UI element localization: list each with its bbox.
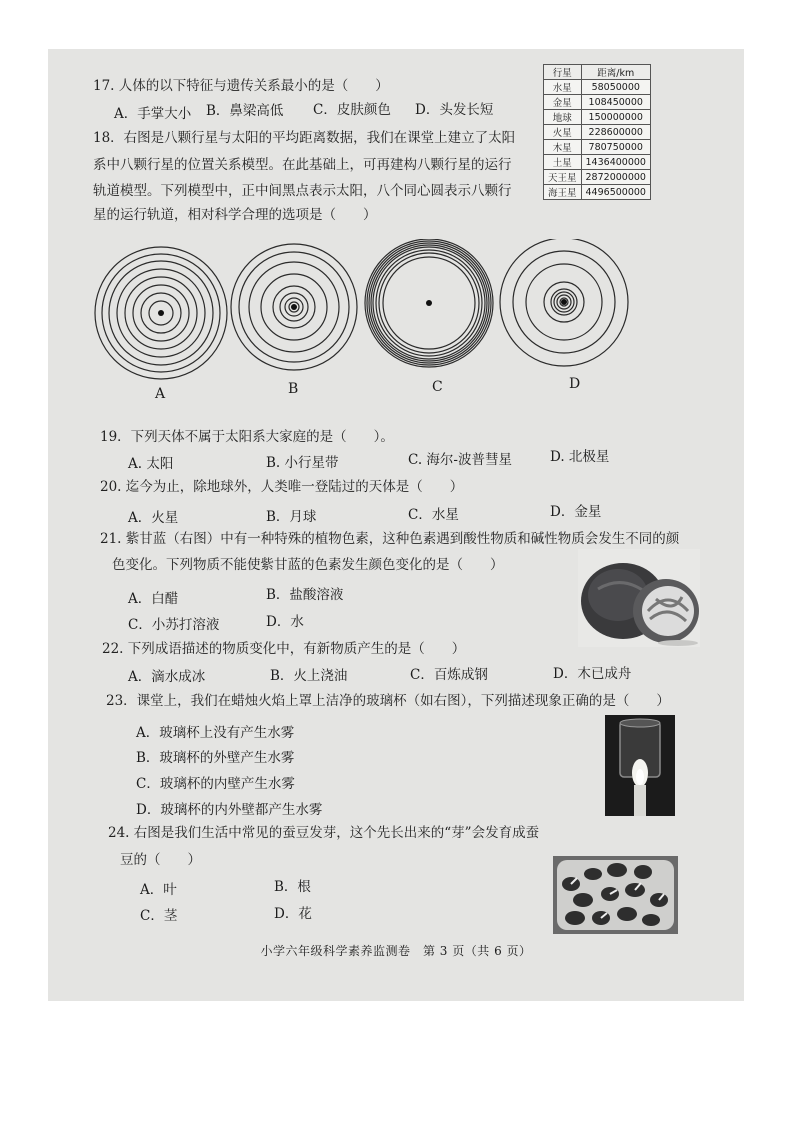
exam-page xyxy=(48,49,744,1001)
q21-line-2: 色变化。下列物质不能使紫甘蓝的色素发生颜色变化的是（ ） xyxy=(112,557,504,573)
sun-dot xyxy=(158,310,164,316)
table-cell: 58050000 xyxy=(581,80,650,95)
table-cell: 780750000 xyxy=(581,140,650,155)
q22-option-a: A．滴水成冰 xyxy=(128,669,206,685)
table-cell: 土星 xyxy=(544,155,582,170)
model-label-c: C xyxy=(432,379,443,395)
sun-dot xyxy=(426,300,432,306)
q24-option-c: C．茎 xyxy=(140,908,178,924)
q17-stem: 17. 人体的以下特征与遗传关系最小的是（ ） xyxy=(93,78,389,94)
q21-option-c: C．小苏打溶液 xyxy=(128,617,220,633)
q18-line-4: 星的运行轨道，相对科学合理的选项是（ ） xyxy=(93,207,377,223)
table-cell: 228600000 xyxy=(581,125,650,140)
model-label-a: A xyxy=(155,386,166,402)
q21-option-b: B．盐酸溶液 xyxy=(266,587,344,603)
table-cell: 1436400000 xyxy=(581,155,650,170)
q20-option-c: C．水星 xyxy=(408,507,459,523)
q17-option-a: A．手掌大小 xyxy=(114,106,192,122)
q19-option-d: D. 北极星 xyxy=(550,449,610,465)
table-cell: 150000000 xyxy=(581,110,650,125)
table-cell: 海王星 xyxy=(544,185,582,200)
q22-option-d: D．木已成舟 xyxy=(553,666,632,682)
q23-option-b: B．玻璃杯的外壁产生水雾 xyxy=(136,750,295,766)
q23-option-a: A．玻璃杯上没有产生水雾 xyxy=(136,725,295,741)
q18-line-3: 轨道模型。下列模型中，正中间黑点表示太阳，八个同心圆表示八颗行 xyxy=(93,183,512,199)
table-cell: 金星 xyxy=(544,95,582,110)
orbit-model-b xyxy=(231,244,357,370)
q23-stem: 23．课堂上，我们在蜡烛火焰上罩上洁净的玻璃杯（如右图），下列描述现象正确的是（ ） xyxy=(106,693,670,709)
orbit-models xyxy=(94,239,634,389)
q22-stem: 22. 下列成语描述的物质变化中，有新物质产生的是（ ） xyxy=(102,641,466,657)
q19-option-b: B. 小行星带 xyxy=(266,455,339,471)
table-row xyxy=(544,140,651,155)
red-cabbage-image xyxy=(578,549,700,647)
q17-option-c: C．皮肤颜色 xyxy=(313,102,391,118)
q22-option-c: C．百炼成钢 xyxy=(410,667,488,683)
table-cell: 水星 xyxy=(544,80,582,95)
table-row xyxy=(544,170,651,185)
table-row xyxy=(544,125,651,140)
candle-glass-image xyxy=(605,715,675,816)
q21-option-a: A．白醋 xyxy=(128,591,179,607)
orbit-model-c xyxy=(365,239,493,367)
q20-option-d: D．金星 xyxy=(550,504,602,520)
planet-distance-table xyxy=(543,64,651,200)
q21-option-d: D．水 xyxy=(266,614,304,630)
q17-option-d: D．头发长短 xyxy=(415,102,494,118)
orbit-model-d xyxy=(500,239,628,366)
table-row xyxy=(544,80,651,95)
q18-line-2: 系中八颗行星的位置关系模型。在此基础上，可再建构八颗行星的运行 xyxy=(93,157,512,173)
table-row xyxy=(544,185,651,200)
q20-option-b: B．月球 xyxy=(266,509,317,525)
q24-option-d: D．花 xyxy=(274,906,312,922)
q22-option-b: B．火上浇油 xyxy=(270,668,348,684)
table-header-distance: 距离/km xyxy=(581,65,650,80)
model-label-d: D xyxy=(569,376,581,392)
model-label-b: B xyxy=(288,381,299,397)
table-cell: 地球 xyxy=(544,110,582,125)
table-cell: 木星 xyxy=(544,140,582,155)
table-row xyxy=(544,95,651,110)
table-cell: 2872000000 xyxy=(581,170,650,185)
q21-line-1: 21. 紫甘蓝（右图）中有一种特殊的植物色素，这种色素遇到酸性物质和碱性物质会发生不同的颜 xyxy=(100,531,680,547)
table-cell: 火星 xyxy=(544,125,582,140)
table-header-planet: 行星 xyxy=(544,65,582,80)
table-cell: 4496500000 xyxy=(581,185,650,200)
q19-stem: 19．下列天体不属于太阳系大家庭的是（ ）。 xyxy=(100,429,394,445)
q18-line-1: 18．右图是八颗行星与太阳的平均距离数据，我们在课堂上建立了太阳 xyxy=(93,130,516,146)
q19-option-a: A. 太阳 xyxy=(128,456,174,472)
q23-option-d: D．玻璃杯的内外壁都产生水雾 xyxy=(136,802,323,818)
sun-dot xyxy=(291,304,297,310)
q24-line-2: 豆的（ ） xyxy=(120,852,201,868)
q20-stem: 20. 迄今为止，除地球外，人类唯一登陆过的天体是（ ） xyxy=(100,479,464,495)
q24-option-b: B．根 xyxy=(274,879,311,895)
page-footer: 小学六年级科学素养监测卷 第 3 页（共 6 页） xyxy=(260,944,532,958)
broad-bean-sprout-image xyxy=(553,856,678,934)
sun-dot xyxy=(561,299,567,305)
table-cell: 108450000 xyxy=(581,95,650,110)
q19-option-c: C. 海尔-波普彗星 xyxy=(408,452,512,468)
q24-option-a: A．叶 xyxy=(140,882,177,898)
orbit-model-a xyxy=(95,247,227,379)
q17-option-b: B．鼻梁高低 xyxy=(206,103,284,119)
table-row xyxy=(544,110,651,125)
q20-option-a: A．火星 xyxy=(128,510,179,526)
q24-line-1: 24. 右图是我们生活中常见的蚕豆发芽，这个先长出来的“芽”会发育成蚕 xyxy=(108,825,540,841)
q23-option-c: C．玻璃杯的内壁产生水雾 xyxy=(136,776,295,792)
table-cell: 天王星 xyxy=(544,170,582,185)
table-row xyxy=(544,155,651,170)
